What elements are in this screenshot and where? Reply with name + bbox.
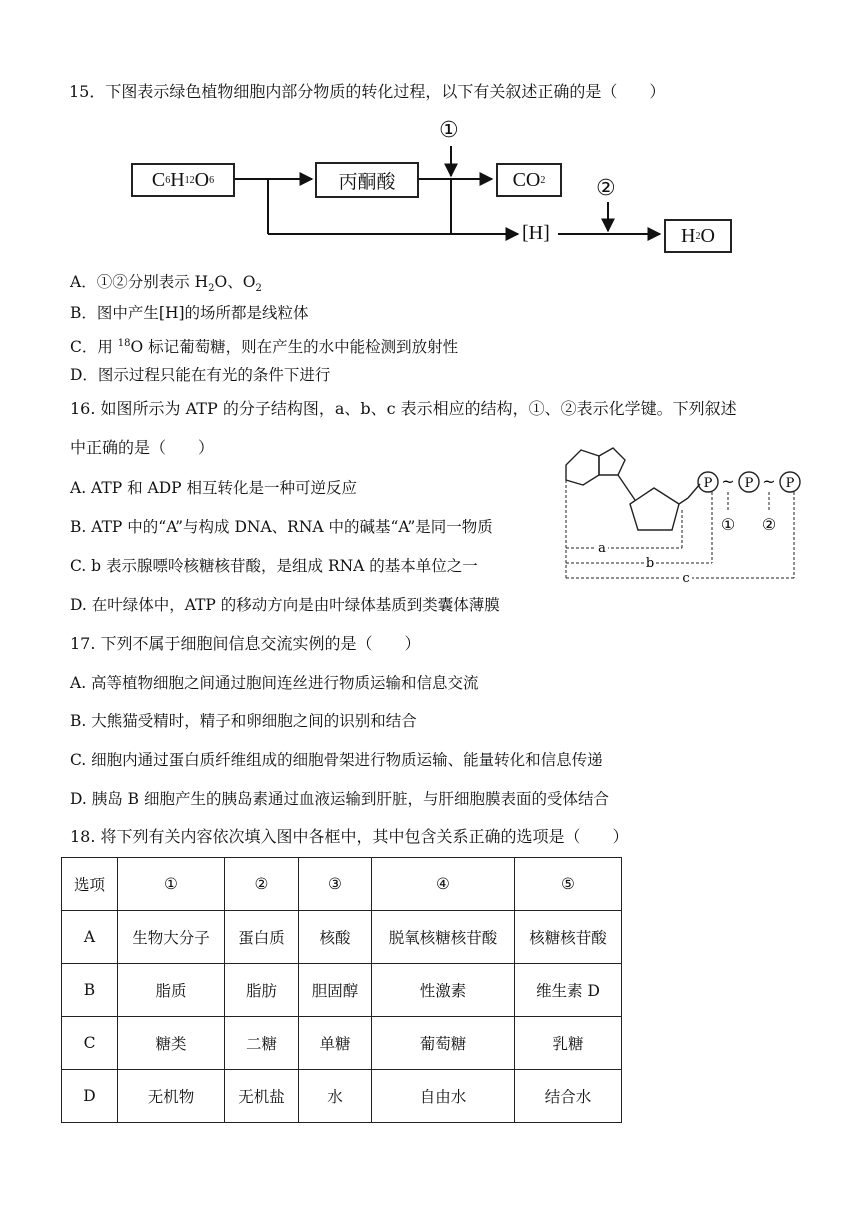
table-cell: 性激素 <box>372 964 515 1017</box>
bond-1-label: ① <box>720 515 736 534</box>
input-2-label: ② <box>596 176 616 201</box>
label-b: b <box>645 556 655 571</box>
table-row <box>62 964 622 1017</box>
table-cell: B <box>62 964 118 1017</box>
q17-option-a: A. 高等植物细胞之间通过胞间连丝进行物质运输和信息交流 <box>70 674 479 692</box>
table-header-row <box>62 858 622 911</box>
h-label: [H] <box>522 222 550 244</box>
ribose-pentagon <box>630 488 679 530</box>
q18-options-table <box>61 857 622 1123</box>
header-cell: ① <box>118 858 225 911</box>
q17-option-d: D. 胰岛 B 细胞产生的胰岛素通过血液运输到肝脏，与肝细胞膜表面的受体结合 <box>70 790 609 808</box>
pyruvate-box: 丙酮酸 <box>315 162 419 198</box>
table-cell: 糖类 <box>118 1017 225 1070</box>
table-cell: 核酸 <box>299 911 372 964</box>
table-cell: 无机盐 <box>225 1070 299 1123</box>
table-cell: C <box>62 1017 118 1070</box>
co2-box: CO 2 <box>496 163 562 197</box>
table-cell: 结合水 <box>515 1070 622 1123</box>
q16-option-b: B. ATP 中的“A”与构成 DNA、RNA 中的碱基“A”是同一物质 <box>70 518 493 536</box>
phosphate-3-label: P <box>785 476 795 491</box>
table-cell: 胆固醇 <box>299 964 372 1017</box>
table-cell: D <box>62 1070 118 1123</box>
table-row <box>62 1017 622 1070</box>
glucose-box: C 6 H 12 O 6 <box>131 163 235 197</box>
q15-option-b: B．图中产生[H]的场所都是线粒体 <box>70 304 309 322</box>
label-c: c <box>682 571 690 586</box>
q16-option-c: C. b 表示腺嘌呤核糖核苷酸，是组成 RNA 的基本单位之一 <box>70 557 478 575</box>
input-1-label: ① <box>439 118 459 143</box>
table-cell: 核糖核苷酸 <box>515 911 622 964</box>
table-row <box>62 1070 622 1123</box>
table-cell: 乳糖 <box>515 1017 622 1070</box>
q17-option-b: B. 大熊猫受精时，精子和卵细胞之间的识别和结合 <box>70 712 417 730</box>
q17-stem: 17. 下列不属于细胞间信息交流实例的是（ ） <box>70 634 421 653</box>
atp-structure-figure <box>550 430 850 600</box>
table-cell: 脱氧核糖核苷酸 <box>372 911 515 964</box>
q16-option-d: D. 在叶绿体中，ATP 的移动方向是由叶绿体基质到类囊体薄膜 <box>70 596 500 614</box>
q16-stem-line1: 16. 如图所示为 ATP 的分子结构图，a、b、c 表示相应的结构，①、②表示化学键。下列叙述 <box>70 399 737 418</box>
header-cell: ② <box>225 858 299 911</box>
table-cell: A <box>62 911 118 964</box>
table-cell: 蛋白质 <box>225 911 299 964</box>
phosphate-1-label: P <box>703 476 713 491</box>
bond-2-label: ② <box>761 515 777 534</box>
q15-diagram <box>0 0 860 270</box>
table-cell: 水 <box>299 1070 372 1123</box>
q16-stem-line2: 中正确的是（ ） <box>70 438 215 457</box>
table-cell: 葡萄糖 <box>372 1017 515 1070</box>
table-cell: 脂质 <box>118 964 225 1017</box>
water-box: H 2 O <box>664 219 732 253</box>
table-cell: 二糖 <box>225 1017 299 1070</box>
q15-stem: 15．下图表示绿色植物细胞内部分物质的转化过程，以下有关叙述正确的是（ ） <box>69 82 666 101</box>
header-cell: 选项 <box>62 858 118 911</box>
label-a: a <box>598 541 606 556</box>
high-energy-bond-2: ~ <box>762 472 776 491</box>
q18-stem: 18. 将下列有关内容依次填入图中各框中，其中包含关系正确的选项是（ ） <box>70 827 629 846</box>
high-energy-bond-1: ~ <box>721 472 735 491</box>
header-cell: ④ <box>372 858 515 911</box>
adenine-pentagon <box>599 448 625 475</box>
table-cell: 单糖 <box>299 1017 372 1070</box>
q15-option-a: A．①②分别表示 $H_2O$、$O_2$ <box>70 273 262 295</box>
q17-option-c: C. 细胞内通过蛋白质纤维组成的细胞骨架进行物质运输、能量转化和信息传递 <box>70 751 603 769</box>
q16-option-a: A. ATP 和 ADP 相互转化是一种可逆反应 <box>70 479 357 497</box>
table-row <box>62 911 622 964</box>
table-cell: 维生素 D <box>515 964 622 1017</box>
header-cell: ⑤ <box>515 858 622 911</box>
header-cell: ③ <box>299 858 372 911</box>
q15-option-c: C．用 $^{18}$O 标记葡萄糖，则在产生的水中能检测到放射性 <box>70 338 459 357</box>
phosphate-2-label: P <box>744 476 754 491</box>
table-cell: 生物大分子 <box>118 911 225 964</box>
table-cell: 自由水 <box>372 1070 515 1123</box>
adenine-hexagon <box>566 450 599 485</box>
table-cell: 脂肪 <box>225 964 299 1017</box>
table-cell: 无机物 <box>118 1070 225 1123</box>
q15-option-d: D．图示过程只能在有光的条件下进行 <box>70 366 331 384</box>
